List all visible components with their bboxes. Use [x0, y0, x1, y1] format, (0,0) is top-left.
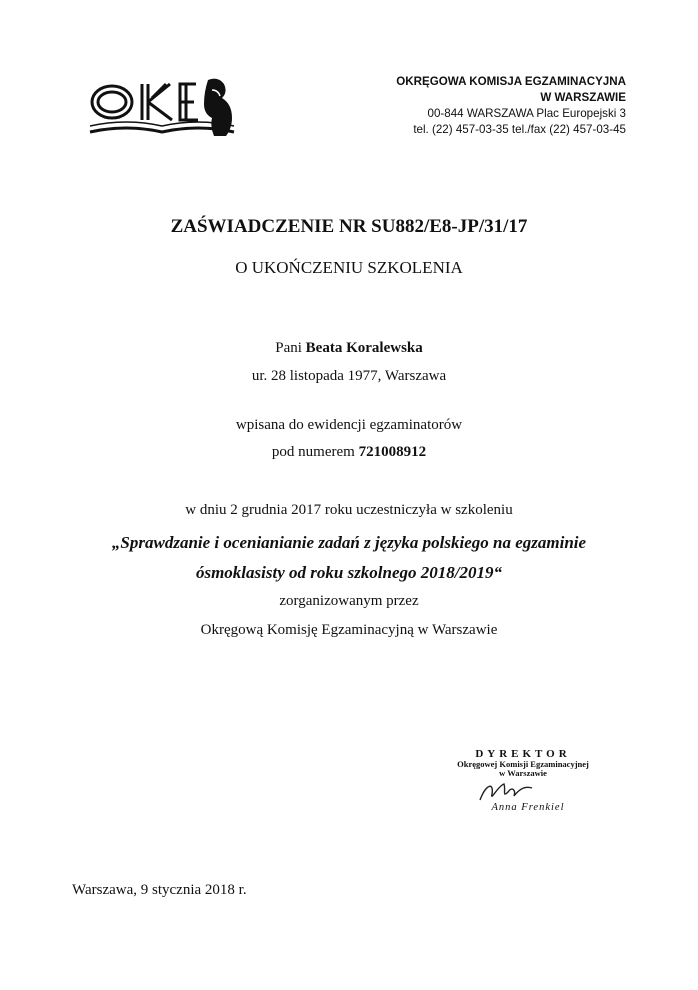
participation-line: w dniu 2 grudnia 2017 roku uczestniczyła w szkoleniu [185, 502, 513, 518]
number-prefix: pod numerem [271, 444, 359, 460]
institution-header [396, 74, 626, 138]
signature-org-line1: Okręgowej Komisji Egzaminacyjnej [457, 759, 589, 769]
institution-address: 00-844 WARSZAWA Plac Europejski 3 [427, 107, 626, 120]
place-date: Warszawa, 9 stycznia 2018 r. [72, 882, 247, 898]
oke-logo [86, 76, 246, 142]
examiner-number: 721008912 [358, 444, 427, 460]
course-title-line1: „Sprawdzanie i ocenianianie zadań z języka polskiego na egzaminie [111, 533, 587, 552]
signature-org-line2: w Warszawie [499, 768, 547, 778]
certificate-title: ZAŚWIADCZENIE NR SU882/E8-JP/31/17 [170, 216, 528, 237]
institution-city: W WARSZAWIE [540, 91, 626, 104]
organizer-name: Okręgową Komisję Egzaminacyjną w Warszawie [200, 622, 498, 638]
course-title-line2: ósmoklasisty od roku szkolnego 2018/2019“ [195, 563, 503, 582]
signature-role: DYREKTOR [475, 748, 571, 760]
handwritten-signature [476, 780, 536, 804]
recipient-name: Beata Koralewska [305, 340, 423, 356]
institution-name: OKRĘGOWA KOMISJA EGZAMINACYJNA [396, 75, 626, 88]
examiner-number-line [0, 444, 698, 461]
certificate-subtitle: O UKOŃCZENIU SZKOLENIA [235, 258, 463, 277]
signatory-name: Anna Frenkiel [491, 802, 565, 813]
recipient-prefix: Pani [275, 340, 306, 356]
birth-info: ur. 28 listopada 1977, Warszawa [251, 368, 447, 384]
oke-logo-graphic [86, 76, 246, 142]
recipient-line [0, 340, 698, 357]
organized-by: zorganizowanym przez [279, 593, 419, 609]
signature-block [428, 748, 618, 813]
institution-phone: tel. (22) 457-03-35 tel./fax (22) 457-03-45 [413, 123, 626, 136]
registry-line: wpisana do ewidencji egzaminatorów [235, 417, 463, 433]
